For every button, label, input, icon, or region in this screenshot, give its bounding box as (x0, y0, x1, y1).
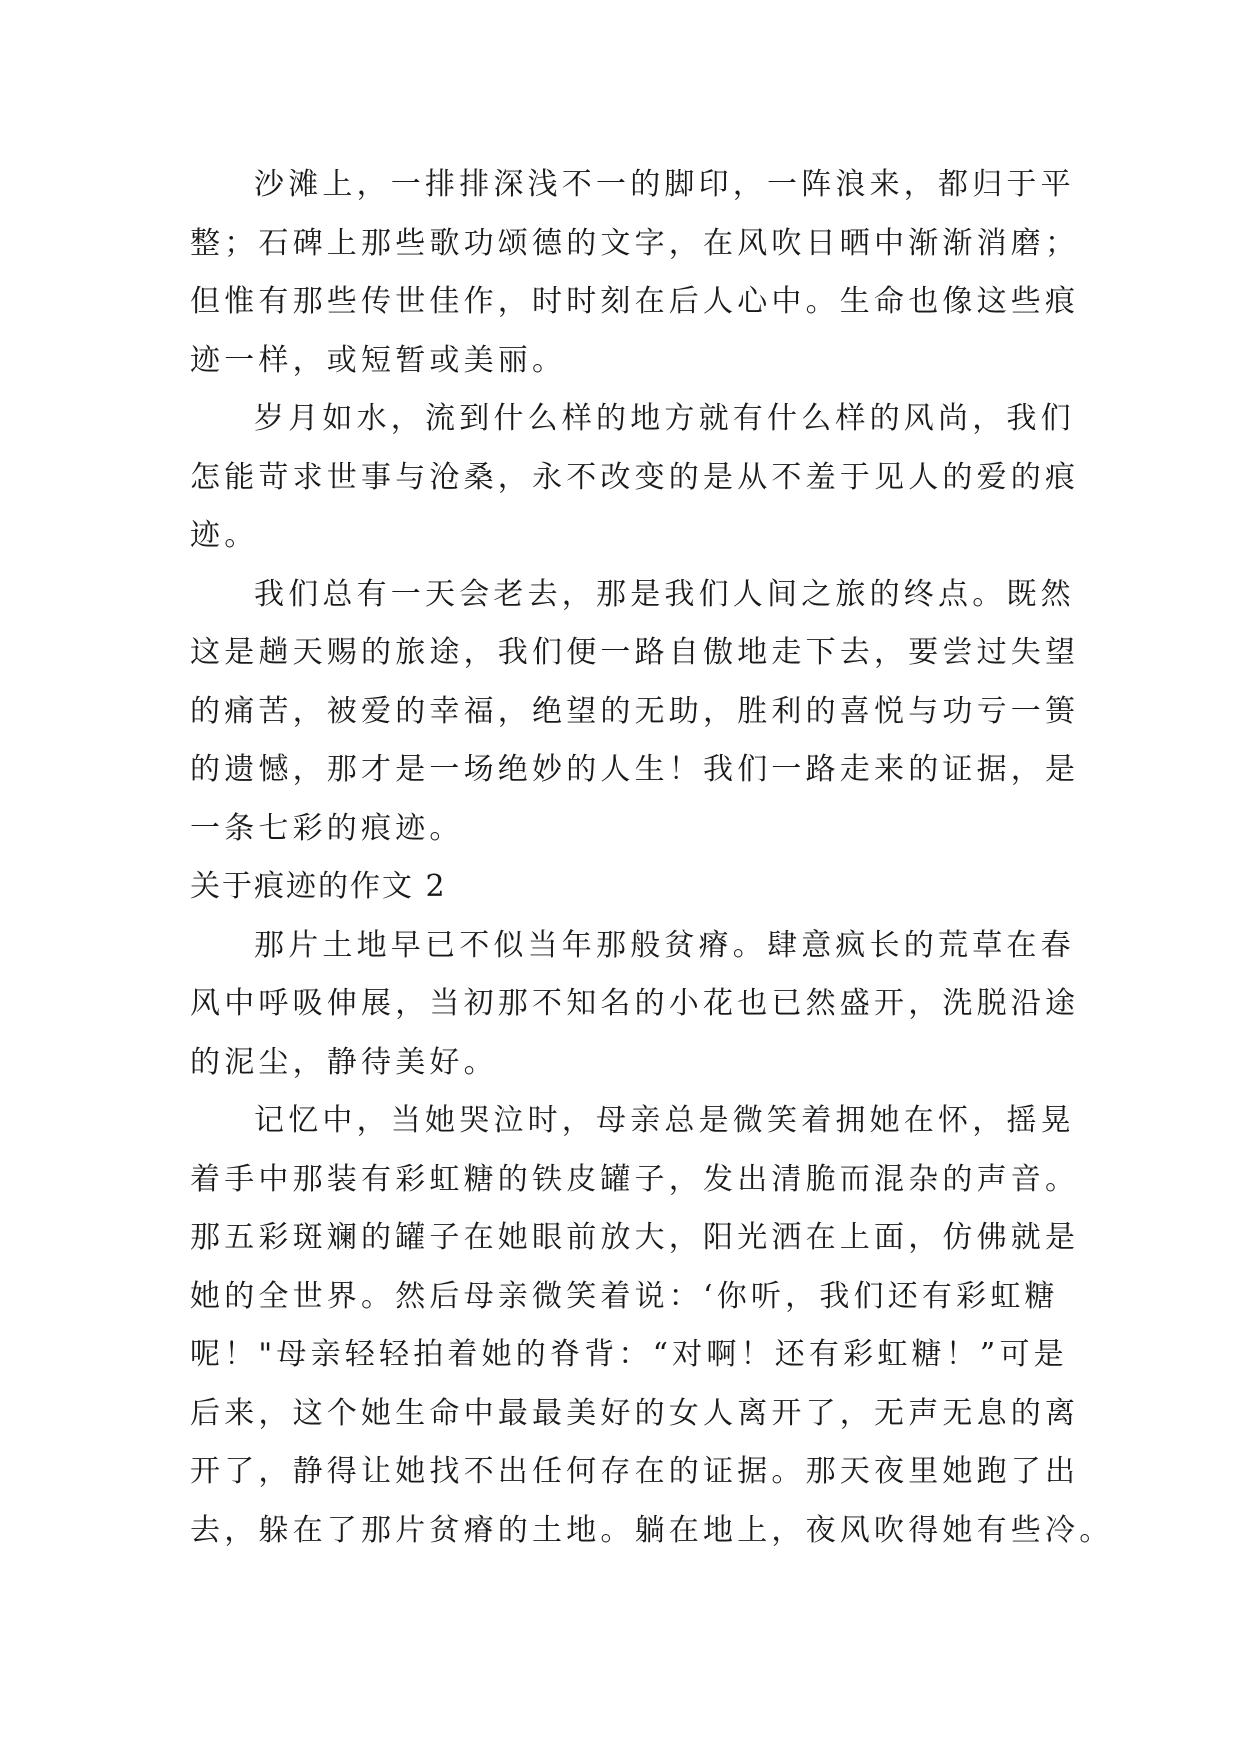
paragraph-line: 但惟有那些传世佳作，时时刻在后人心中。生命也像这些痕 (190, 284, 1080, 319)
paragraph-line: 记忆中，当她哭泣时，母亲总是微笑着拥她在怀，摇晃 (254, 1103, 1075, 1138)
paragraph-line: 那片土地早已不似当年那般贫瘠。肆意疯长的荒草在春 (254, 927, 1075, 963)
paragraph-line: 这是趟天赐的旅途，我们便一路自傲地走下去，要尝过失望 (190, 635, 1080, 670)
paragraph-line: 的痛苦，被爱的幸福，绝望的无助，胜利的喜悦与功亏一篑 (190, 693, 1080, 729)
paragraph-line: 一条七彩的痕迹。 (190, 810, 464, 846)
paragraph-line: 我们总有一天会老去，那是我们人间之旅的终点。既然 (254, 576, 1075, 612)
paragraph-line: 整；石碑上那些歌功颂德的文字，在风吹日晒中渐渐消磨； (190, 225, 1080, 261)
paragraph-4 (190, 917, 1080, 1093)
paragraph-3 (190, 566, 1080, 859)
paragraph-5 (190, 1092, 1114, 1560)
paragraph-line: 呢！"母亲轻轻拍着她的脊背：“对啊！还有彩虹糖！”可是 (190, 1337, 1068, 1372)
section-title: 关于痕迹的作文 2 (190, 869, 447, 904)
paragraph-line: 后来，这个她生命中最最美好的女人离开了，无声无息的离 (190, 1395, 1080, 1431)
paragraph-line: 沙滩上，一排排深浅不一的脚印，一阵浪来，都归于平 (254, 167, 1075, 202)
document-body (190, 156, 1114, 1560)
paragraph-line: 迹。 (190, 518, 259, 553)
paragraph-line: 她的全世界。然后母亲微笑着说：‘你听，我们还有彩虹糖 (190, 1278, 1059, 1314)
paragraph-line: 岁月如水，流到什么样的地方就有什么样的风尚，我们 (254, 401, 1075, 436)
paragraph-1 (190, 156, 1080, 390)
paragraph-line: 风中呼吸伸展，当初那不知名的小花也已然盛开，洗脱沿途 (190, 986, 1080, 1021)
paragraph-line: 开了，静得让她找不出任何存在的证据。那天夜里她跑了出 (190, 1454, 1080, 1489)
paragraph-line: 怎能苛求世事与沧桑，永不改变的是从不羞于见人的爱的痕 (190, 459, 1080, 495)
paragraph-line: 去，躲在了那片贫瘠的土地。躺在地上，夜风吹得她有些冷。 (190, 1512, 1114, 1548)
paragraph-line: 着手中那装有彩虹糖的铁皮罐子，发出清脆而混杂的声音。 (190, 1161, 1080, 1197)
paragraph-line: 的泥尘，静待美好。 (190, 1044, 498, 1080)
paragraph-2 (190, 390, 1080, 566)
paragraph-line: 迹一样，或短暂或美丽。 (190, 342, 567, 378)
paragraph-line: 的遗憾，那才是一场绝妙的人生！我们一路走来的证据，是 (190, 752, 1080, 787)
paragraph-line: 那五彩斑斓的罐子在她眼前放大，阳光洒在上面，仿佛就是 (190, 1220, 1080, 1255)
